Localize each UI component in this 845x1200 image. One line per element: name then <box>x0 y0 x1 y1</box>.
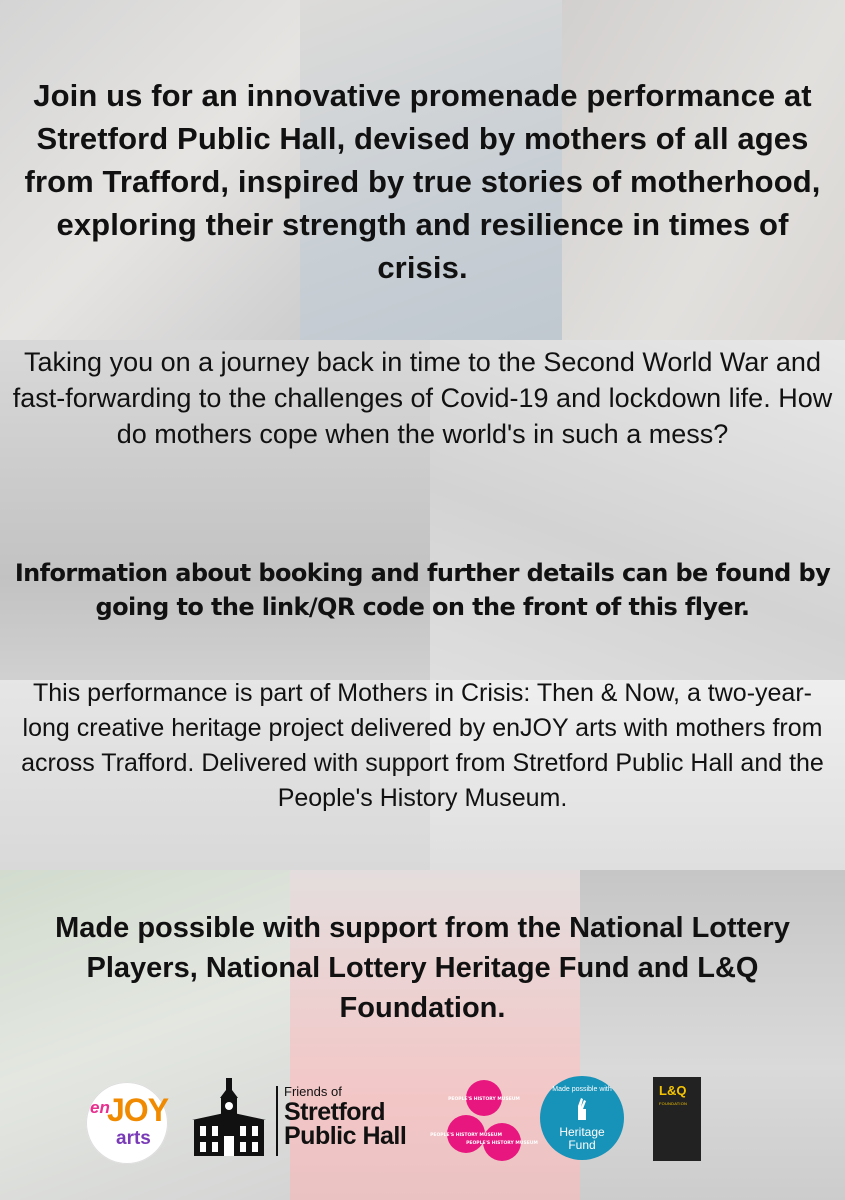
funding-paragraph: Made possible with support from the National Lottery Players, National Lottery Heritage Fund and L&Q Foundation. <box>55 912 790 1024</box>
enjoy-arts-logo <box>86 1082 168 1164</box>
journey-paragraph: Taking you on a journey back in time to the Second World War and fast-forwarding to the challenges of Covid-19 and lockdown life. How do mothers cope when the world's in such a mess? <box>12 347 833 449</box>
lq-foundation-text: FOUNDATION <box>659 1101 688 1106</box>
sponsor-logos <box>0 1070 845 1170</box>
enjoy-en-text: en <box>90 1098 110 1117</box>
stretford-hall-logo-text <box>284 1084 434 1148</box>
heritage-line2: Fund <box>568 1138 596 1152</box>
heritage-fund-logo <box>540 1076 624 1160</box>
town-hall-icon <box>190 1076 268 1158</box>
heritage-small-text: Made possible with <box>552 1086 612 1093</box>
project-paragraph: This performance is part of Mothers in Crisis: Then & Now, a two-year-long creative heritage project delivered by enJOY arts with mothers from across Trafford. Delivered with support from Stretford Public Hall and the People's History Museum. <box>21 679 824 812</box>
lq-foundation-logo <box>653 1077 701 1161</box>
friends-of-label: Friends of <box>284 1084 342 1099</box>
stretford-label: Stretford <box>284 1098 386 1126</box>
intro-paragraph: Join us for an innovative promenade performance at Stretford Public Hall, devised by mothers of all ages from Trafford, inspired by true stories of motherhood, exploring their strength and resilience in times of crisis. <box>24 78 821 285</box>
lq-title: L&Q <box>659 1083 687 1098</box>
booking-paragraph: Information about booking and further details can be found by going to the link/QR code on the front of this flyer. <box>14 559 831 621</box>
phm-text-1: PEOPLE'S HISTORY MUSEUM <box>448 1097 520 1102</box>
heritage-line1: Heritage <box>559 1125 605 1139</box>
logo-divider <box>276 1086 278 1156</box>
phm-text-3: PEOPLE'S HISTORY MUSEUM <box>466 1141 538 1146</box>
crossed-fingers-icon <box>572 1096 592 1122</box>
enjoy-arts-text: arts <box>116 1128 151 1149</box>
phm-text-2: PEOPLE'S HISTORY MUSEUM <box>430 1133 502 1138</box>
peoples-history-museum-logo <box>430 1078 538 1164</box>
heritage-fund-text <box>540 1126 624 1152</box>
enjoy-joy-text: JOY <box>107 1092 169 1128</box>
public-hall-label: Public Hall <box>284 1122 407 1150</box>
